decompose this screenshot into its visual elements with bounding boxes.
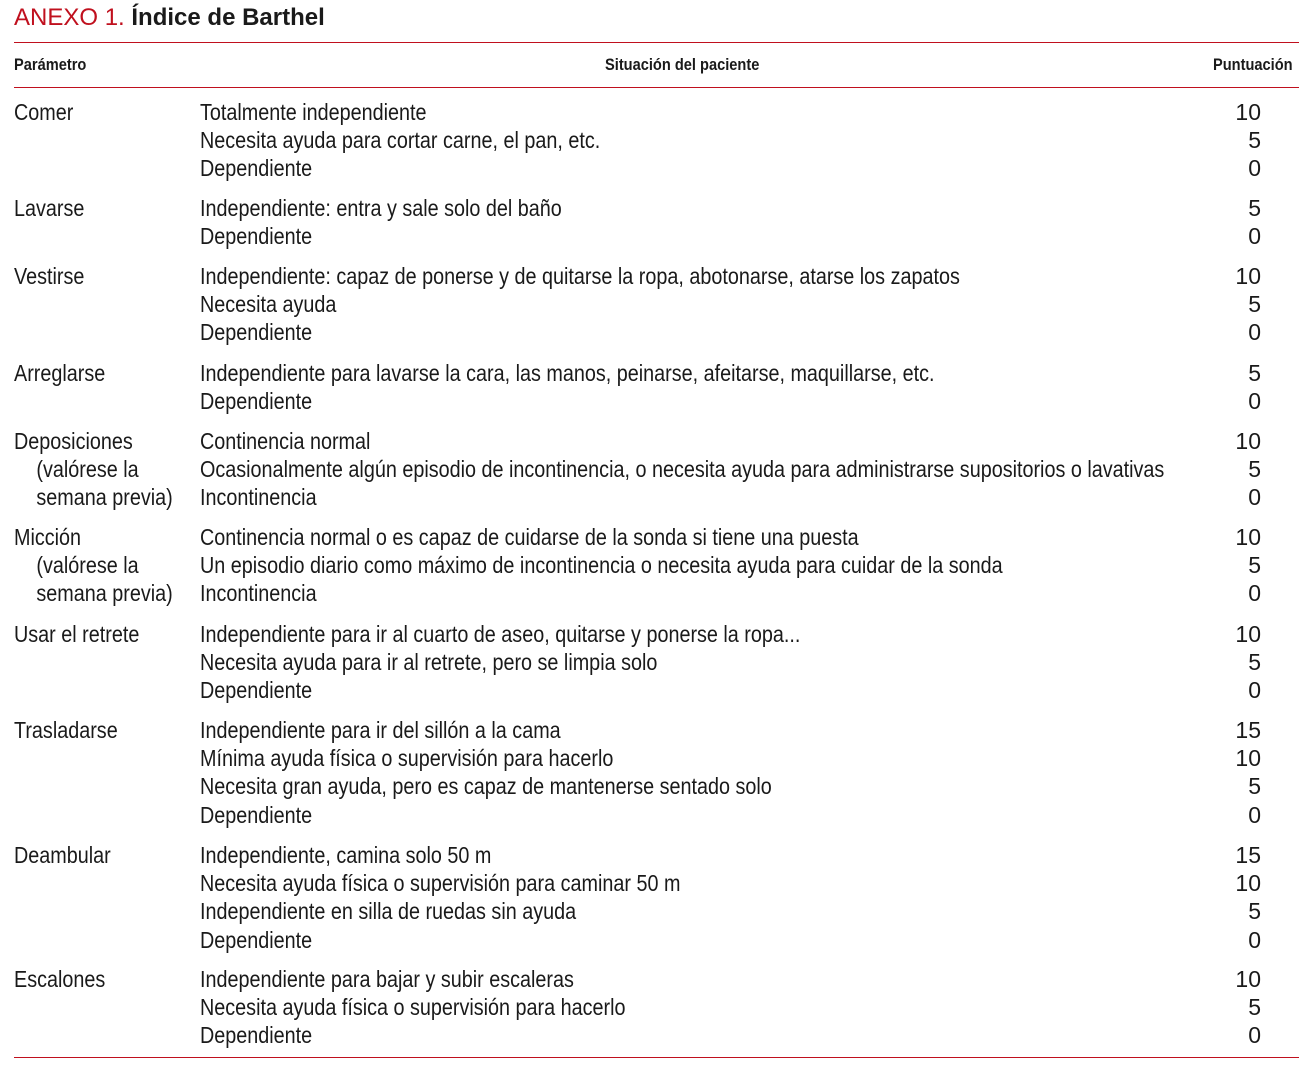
header-parameter: Parámetro xyxy=(14,55,87,74)
parameter-cell xyxy=(14,965,105,993)
score-value: 0 xyxy=(1248,580,1261,607)
parameter-label: Comer xyxy=(14,99,74,125)
situation-text: Necesita ayuda física o supervisión para hacerlo xyxy=(200,994,626,1021)
situation-text: Independiente, camina solo 50 m xyxy=(200,842,492,868)
bottom-rule xyxy=(14,1057,1299,1058)
score-value: 10 xyxy=(1235,745,1261,772)
score-value: 5 xyxy=(1248,291,1261,318)
score-value: 0 xyxy=(1248,155,1261,182)
top-rule xyxy=(14,42,1299,43)
score-value: 5 xyxy=(1248,127,1261,154)
score-value: 15 xyxy=(1235,842,1261,868)
score-value: 0 xyxy=(1248,388,1261,415)
parameter-cell xyxy=(14,620,139,648)
situation-text: Totalmente independiente xyxy=(200,99,427,125)
situation-text: Independiente: entra y sale solo del baño xyxy=(200,195,562,221)
score-value: 0 xyxy=(1248,319,1261,346)
score-value: 0 xyxy=(1248,677,1261,704)
score-value: 5 xyxy=(1248,456,1261,483)
situation-text: Necesita ayuda para ir al retrete, pero se limpia solo xyxy=(200,649,658,676)
score-value: 15 xyxy=(1235,717,1261,743)
situation-text: Continencia normal o es capaz de cuidarse de la sonda si tiene una puesta xyxy=(200,524,859,550)
parameter-label: semana previa) xyxy=(36,484,173,511)
situation-text: Dependiente xyxy=(200,388,313,415)
situation-text: Dependiente xyxy=(200,677,313,704)
situation-text: Independiente para bajar y subir escaleras xyxy=(200,966,574,992)
situation-text: Dependiente xyxy=(200,1022,313,1049)
score-value: 5 xyxy=(1248,195,1261,221)
score-value: 5 xyxy=(1248,898,1261,925)
score-value: 0 xyxy=(1248,223,1261,250)
situation-text: Ocasionalmente algún episodio de incontinencia, o necesita ayuda para administrarse supositorios o lavativas xyxy=(200,456,1165,483)
title-name: Índice de Barthel xyxy=(131,4,325,31)
situation-text: Independiente: capaz de ponerse y de quitarse la ropa, abotonarse, atarse los zapatos xyxy=(200,263,960,289)
situation-text: Independiente para lavarse la cara, las manos, peinarse, afeitarse, maquillarse, etc. xyxy=(200,360,935,386)
parameter-label: Vestirse xyxy=(14,263,85,289)
annex-label: ANEXO 1. xyxy=(14,4,125,31)
header-rule xyxy=(14,87,1299,88)
header-situation: Situación del paciente xyxy=(605,55,760,74)
score-value: 0 xyxy=(1248,801,1261,828)
situation-text: Dependiente xyxy=(200,223,313,250)
parameter-label: Usar el retrete xyxy=(14,621,140,647)
situation-text: Independiente para ir al cuarto de aseo, quitarse y ponerse la ropa... xyxy=(200,621,801,647)
score-value: 5 xyxy=(1248,994,1261,1021)
situation-text: Necesita gran ayuda, pero es capaz de mantenerse sentado solo xyxy=(200,773,772,800)
score-value: 10 xyxy=(1235,870,1261,897)
situation-text: Incontinencia xyxy=(200,484,317,511)
parameter-cell xyxy=(14,359,105,387)
score-value: 0 xyxy=(1248,484,1261,511)
score-value: 10 xyxy=(1235,966,1261,992)
situation-text: Incontinencia xyxy=(200,580,317,607)
parameter-label: Deambular xyxy=(14,842,111,868)
situation-text: Continencia normal xyxy=(200,428,371,454)
situation-text: Dependiente xyxy=(200,319,313,346)
score-value: 5 xyxy=(1248,649,1261,676)
score-value: 5 xyxy=(1248,360,1261,386)
score-value: 10 xyxy=(1235,524,1261,550)
document-title xyxy=(14,3,325,33)
score-value: 10 xyxy=(1235,428,1261,454)
situation-text: Necesita ayuda física o supervisión para caminar 50 m xyxy=(200,870,681,897)
parameter-label: semana previa) xyxy=(36,580,173,607)
situation-text: Dependiente xyxy=(200,801,313,828)
situation-text: Un episodio diario como máximo de incontinencia o necesita ayuda para cuidar de la sonda xyxy=(200,552,1003,579)
parameter-label: Trasladarse xyxy=(14,717,118,743)
parameter-label: Arreglarse xyxy=(14,360,106,386)
score-value: 10 xyxy=(1235,621,1261,647)
situation-text: Independiente en silla de ruedas sin ayuda xyxy=(200,898,577,925)
situation-text: Mínima ayuda física o supervisión para hacerlo xyxy=(200,745,614,772)
score-value: 10 xyxy=(1235,263,1261,289)
parameter-cell xyxy=(14,523,173,608)
parameter-label: Escalones xyxy=(14,966,106,992)
situation-text: Necesita ayuda para cortar carne, el pan, etc. xyxy=(200,127,601,154)
parameter-label: (valórese la xyxy=(36,552,139,579)
parameter-cell xyxy=(14,716,118,744)
parameter-cell xyxy=(14,194,84,222)
header-score: Puntuación xyxy=(1213,55,1293,74)
parameter-label: (valórese la xyxy=(36,456,139,483)
situation-text: Necesita ayuda xyxy=(200,291,337,318)
situation-text: Dependiente xyxy=(200,155,313,182)
parameter-label: Deposiciones xyxy=(14,428,133,454)
parameter-cell xyxy=(14,262,84,290)
parameter-cell xyxy=(14,841,111,869)
score-value: 5 xyxy=(1248,773,1261,800)
score-value: 5 xyxy=(1248,552,1261,579)
score-value: 0 xyxy=(1248,1022,1261,1049)
parameter-cell xyxy=(14,427,173,512)
situation-text: Dependiente xyxy=(200,926,313,953)
parameter-label: Micción xyxy=(14,524,82,550)
parameter-label: Lavarse xyxy=(14,195,85,221)
score-value: 0 xyxy=(1248,926,1261,953)
parameter-cell xyxy=(14,98,73,126)
situation-text: Independiente para ir del sillón a la cama xyxy=(200,717,561,743)
score-value: 10 xyxy=(1235,99,1261,125)
